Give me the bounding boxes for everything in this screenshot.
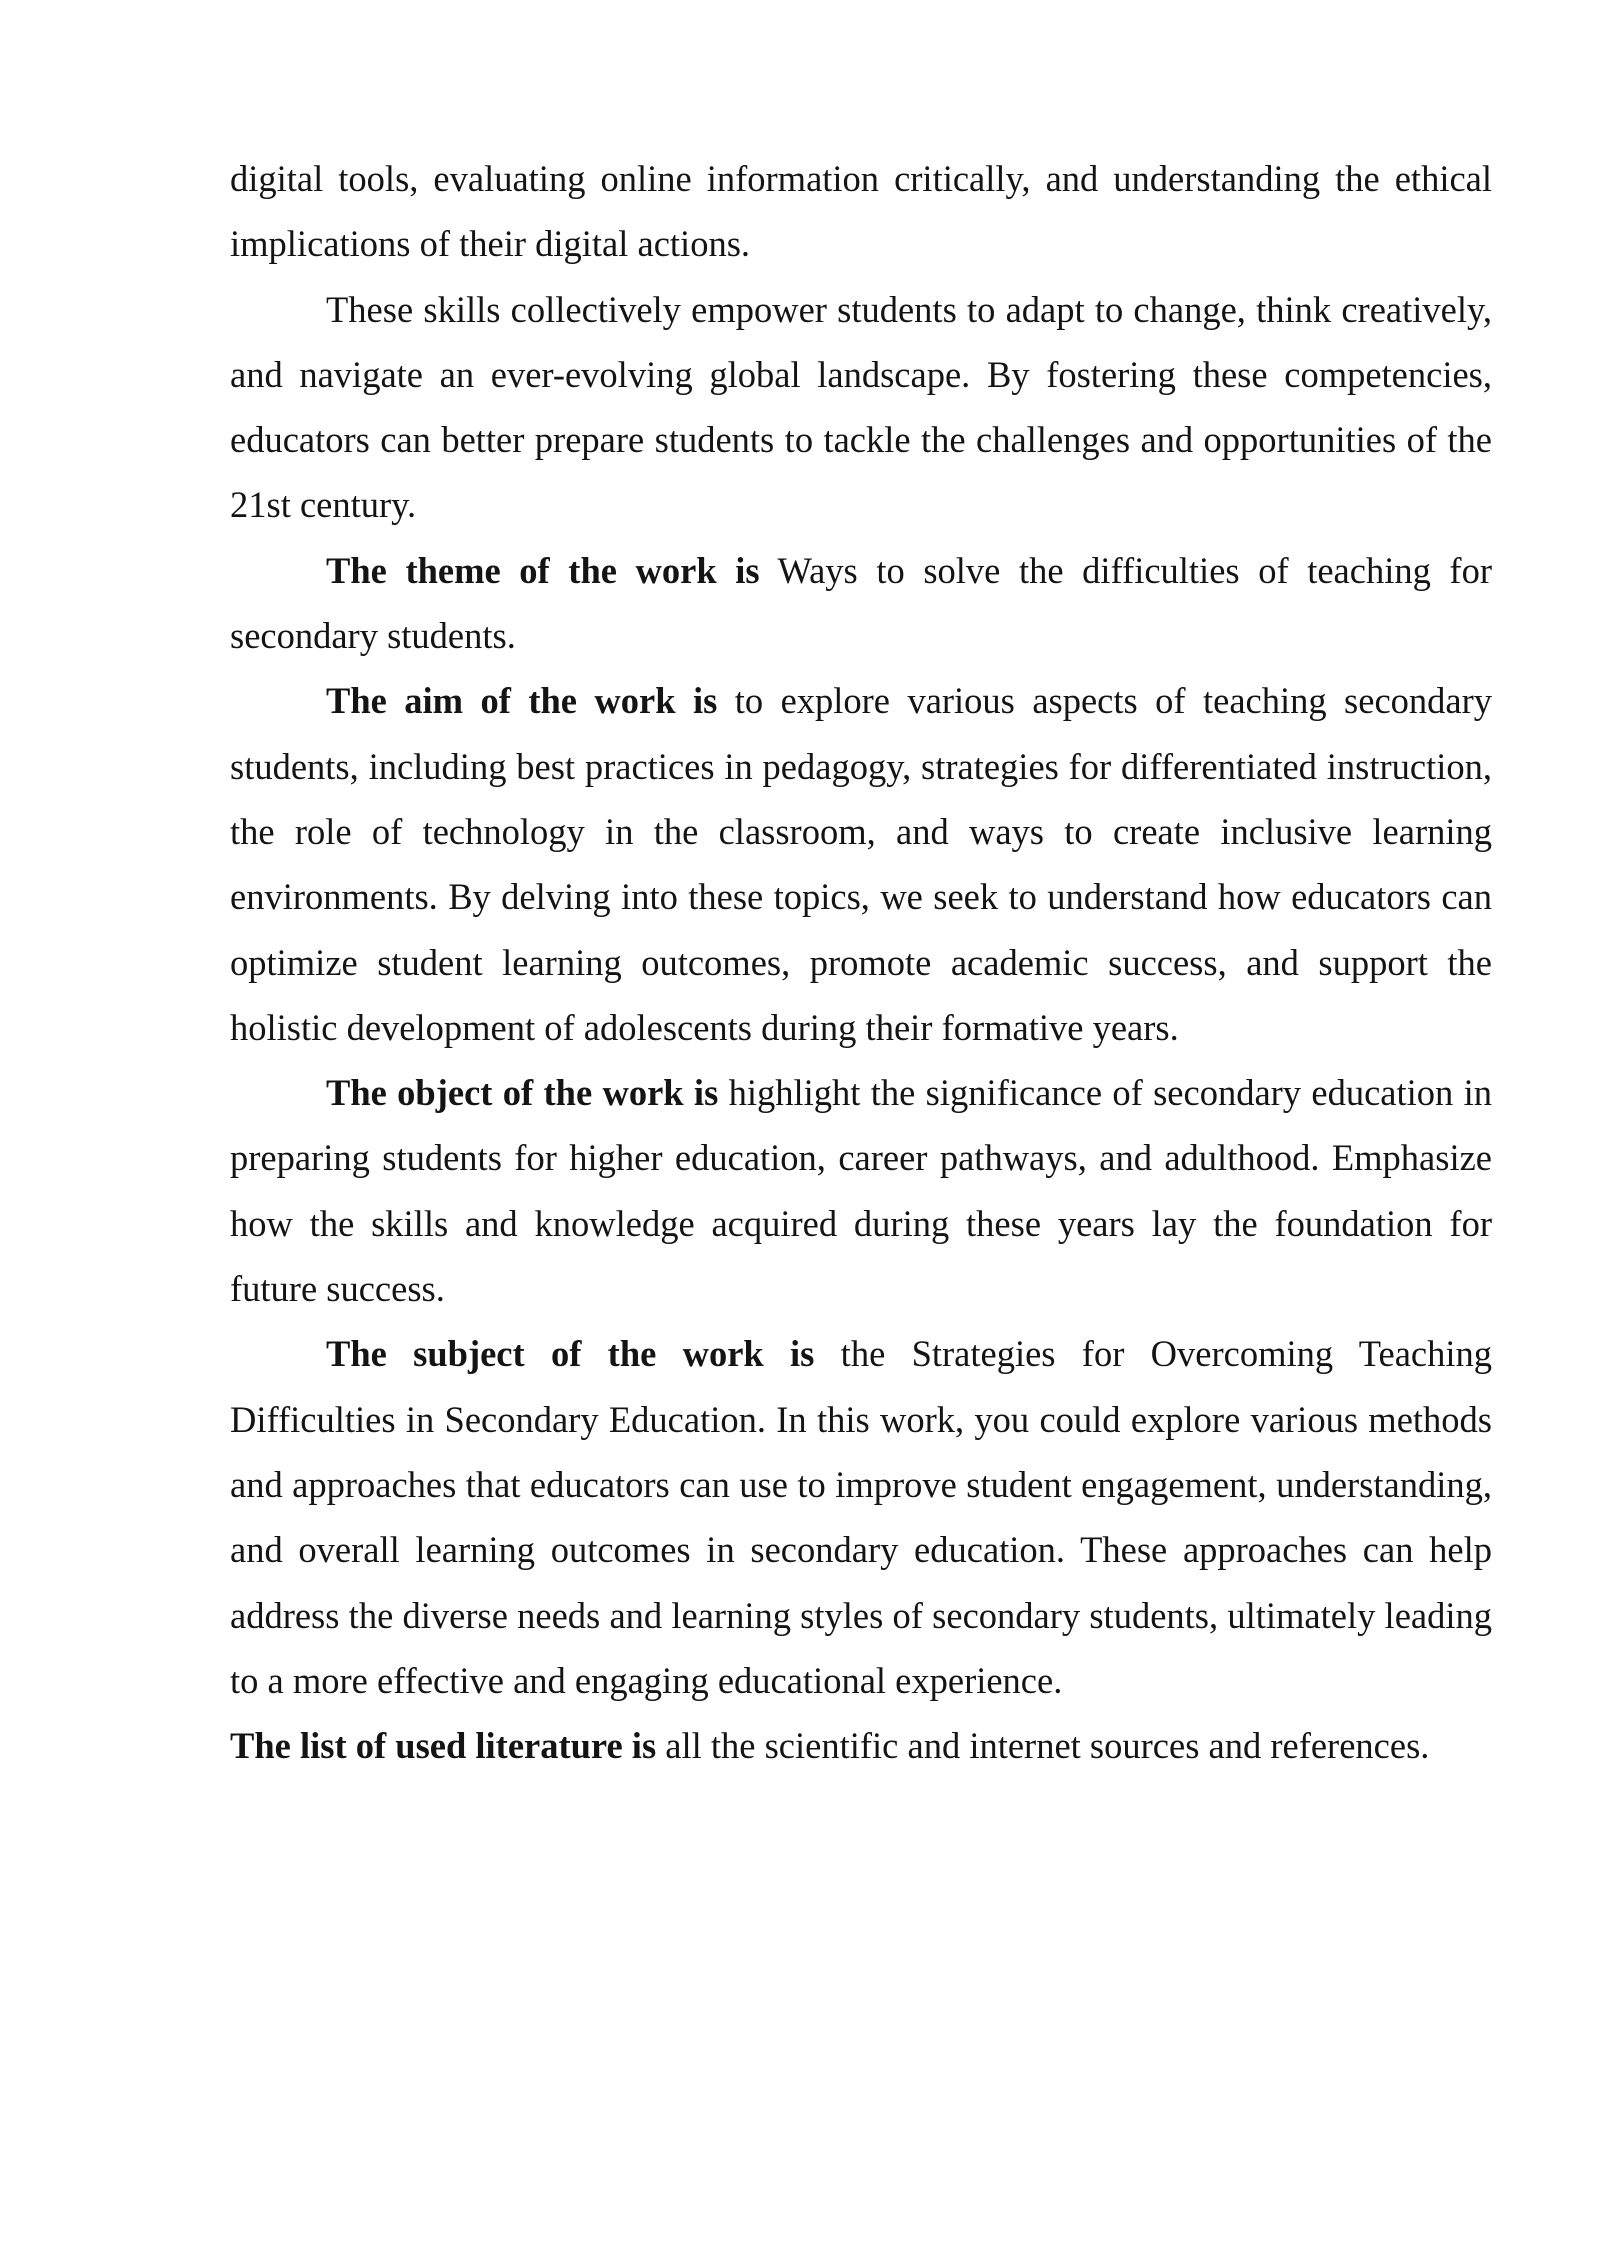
paragraph-digital-tools [230,146,1492,277]
paragraph-lead: The aim of the work is [326,680,718,722]
paragraph-literature [230,1713,1492,1778]
paragraph-lead: The list of used literature is [230,1725,657,1767]
paragraph-text: highlight the significance of secondary education in preparing students for higher education, career pathways, and adulthood. Emphasize how the skills and knowledge acquired during these years lay the foundation for future success. [230,1072,1492,1310]
paragraph-object [230,1060,1492,1321]
paragraph-subject [230,1321,1492,1713]
paragraph-lead: The object of the work is [326,1072,719,1114]
paragraph-text: all the scientific and internet sources and references. [656,1725,1430,1767]
paragraph-theme [230,538,1492,669]
paragraph-text: Ways to solve the difficulties of teaching for secondary students. [230,549,1492,657]
paragraph-text: to explore various aspects of teaching secondary students, including best practices in pedagogy, strategies for differentiated instruction, the role of technology in the classroom, and ways to create inclusive learning environments. By delving into these topics, we seek to understand how educators can optimize student learning outcomes, promote academic success, and support the holistic development of adolescents during their formative years. [230,680,1493,1048]
paragraph-aim [230,668,1492,1060]
document-page [230,146,1492,1778]
paragraph-lead: The subject of the work is [326,1333,815,1375]
paragraph-skills-summary [230,277,1492,538]
paragraph-text: the Strategies for Overcoming Teaching Difficulties in Secondary Education. In this work, you could explore various methods and approaches that educators can use to improve student engagement, understanding, and overall learning outcomes in secondary education. These approaches can help address the diverse needs and learning styles of secondary students, ultimately leading to a more effective and engaging educational experience. [230,1333,1492,1701]
paragraph-text: These skills collectively empower students to adapt to change, think creatively, and navigate an ever-evolving global landscape. By fostering these competencies, educators can better prepare students to tackle the challenges and opportunities of the 21st century. [230,288,1492,526]
paragraph-lead: The theme of the work is [326,549,760,591]
paragraph-text: digital tools, evaluating online information critically, and understanding the ethical implications of their digital actions. [230,158,1492,265]
